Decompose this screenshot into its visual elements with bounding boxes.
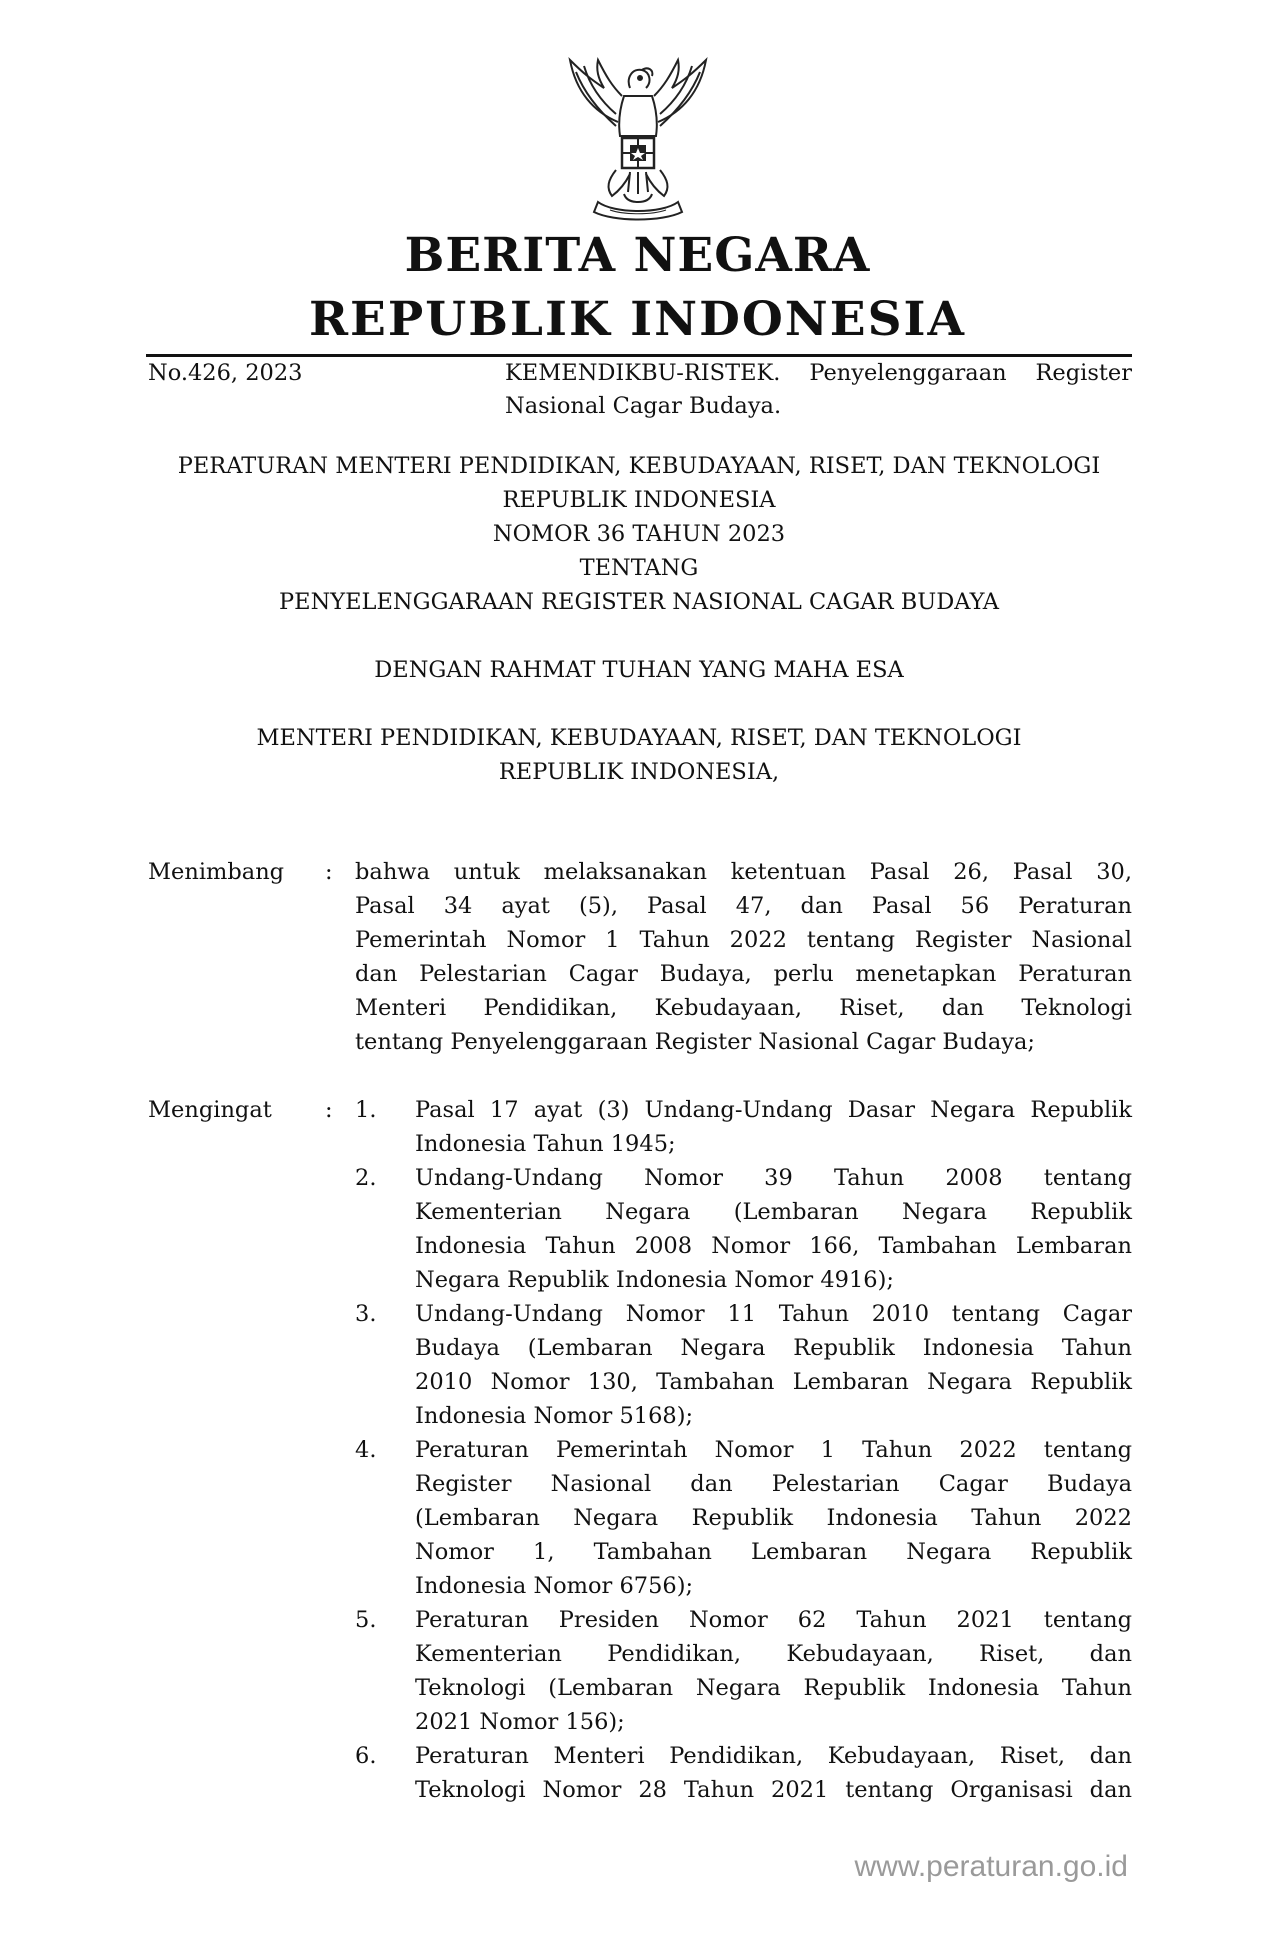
gazette-subject-line2: Nasional Cagar Budaya.	[505, 393, 782, 419]
list-item-line: Peraturan Presiden Nomor 62 Tahun 2021 tentang	[415, 1607, 1132, 1633]
list-item-line: Kementerian Pendidikan, Kebudayaan, Riset, dan	[415, 1641, 1132, 1667]
list-item-line: (Lembaran Negara Republik Indonesia Tahun 2022	[415, 1505, 1132, 1531]
list-item-line: Indonesia Nomor 6756);	[415, 1573, 694, 1599]
gazette-subtitle: REPUBLIK INDONESIA	[308, 292, 966, 347]
list-item-line: Undang-Undang Nomor 11 Tahun 2010 tentang Cagar	[415, 1301, 1132, 1327]
regulation-number: NOMOR 36 TAHUN 2023	[492, 521, 786, 547]
garuda-emblem-icon	[554, 52, 722, 222]
menimbang-label: Menimbang	[148, 859, 285, 885]
footer-url: www.peraturan.go.id	[854, 1850, 1128, 1883]
gazette-number: No.426, 2023	[148, 360, 303, 386]
list-item-line: Kementerian Negara (Lembaran Negara Republik	[415, 1199, 1132, 1225]
regulation-blessing: DENGAN RAHMAT TUHAN YANG MAHA ESA	[374, 657, 904, 683]
list-item-line: Indonesia Tahun 1945;	[415, 1131, 676, 1157]
list-item-line: Teknologi (Lembaran Negara Republik Indonesia Tahun	[415, 1675, 1132, 1701]
minister-title: MENTERI PENDIDIKAN, KEBUDAYAAN, RISET, DAN TEKNOLOGI	[256, 725, 1022, 751]
list-item-line: Peraturan Menteri Pendidikan, Kebudayaan, Riset, dan	[415, 1743, 1132, 1769]
list-item-line: Nomor 1, Tambahan Lembaran Negara Republik	[415, 1539, 1132, 1565]
menimbang-colon: :	[325, 859, 333, 885]
mengingat-colon: :	[325, 1097, 333, 1123]
list-item-line: Indonesia Tahun 2008 Nomor 166, Tambahan Lembaran	[415, 1233, 1132, 1259]
menimbang-line: dan Pelestarian Cagar Budaya, perlu menetapkan Peraturan	[355, 961, 1132, 987]
list-item-line: Pasal 17 ayat (3) Undang-Undang Dasar Negara Republik	[415, 1097, 1132, 1123]
mengingat-label: Mengingat	[148, 1097, 272, 1123]
menimbang-line: Menteri Pendidikan, Kebudayaan, Riset, dan Teknologi	[355, 995, 1132, 1021]
list-item-line: Indonesia Nomor 5168);	[415, 1403, 694, 1429]
list-item-line: 2021 Nomor 156);	[415, 1709, 625, 1735]
menimbang-line: tentang Penyelenggaraan Register Nasional Cagar Budaya;	[355, 1029, 1035, 1055]
regulation-title: PERATURAN MENTERI PENDIDIKAN, KEBUDAYAAN, RISET, DAN TEKNOLOGI	[177, 453, 1101, 479]
list-item-number: 1.	[355, 1097, 377, 1123]
list-item-line: Undang-Undang Nomor 39 Tahun 2008 tentang	[415, 1165, 1132, 1191]
list-item-line: Budaya (Lembaran Negara Republik Indonesia Tahun	[415, 1335, 1132, 1361]
list-item-number: 5.	[355, 1607, 377, 1633]
list-item-line: Register Nasional dan Pelestarian Cagar Budaya	[415, 1471, 1132, 1497]
list-item-line: 2010 Nomor 130, Tambahan Lembaran Negara Republik	[415, 1369, 1132, 1395]
regulation-about: TENTANG	[579, 555, 699, 581]
menimbang-line: Pemerintah Nomor 1 Tahun 2022 tentang Register Nasional	[355, 927, 1132, 953]
regulation-country: REPUBLIK INDONESIA	[502, 487, 776, 513]
menimbang-line: bahwa untuk melaksanakan ketentuan Pasal 26, Pasal 30,	[355, 859, 1132, 885]
list-item-line: Peraturan Pemerintah Nomor 1 Tahun 2022 tentang	[415, 1437, 1132, 1463]
list-item-number: 3.	[355, 1301, 377, 1327]
list-item-line: Teknologi Nomor 28 Tahun 2021 tentang Organisasi dan	[415, 1777, 1132, 1803]
gazette-subject-line1: KEMENDIKBU-RISTEK. Penyelenggaraan Register	[505, 360, 1132, 386]
minister-country: REPUBLIK INDONESIA,	[498, 759, 780, 785]
gazette-title: BERITA NEGARA	[404, 228, 871, 283]
menimbang-line: Pasal 34 ayat (5), Pasal 47, dan Pasal 56 Peraturan	[355, 893, 1132, 919]
list-item-line: Negara Republik Indonesia Nomor 4916);	[415, 1267, 894, 1293]
list-item-number: 2.	[355, 1165, 377, 1191]
regulation-subject: PENYELENGGARAAN REGISTER NASIONAL CAGAR BUDAYA	[279, 589, 999, 615]
list-item-number: 4.	[355, 1437, 377, 1463]
list-item-number: 6.	[355, 1743, 377, 1769]
